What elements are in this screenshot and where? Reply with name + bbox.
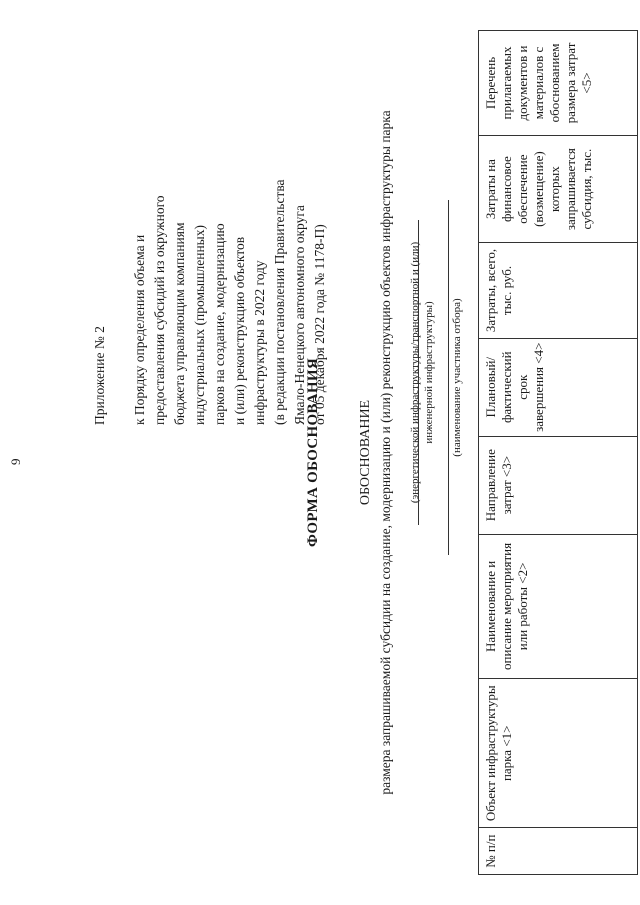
- document-heading: ОБОСНОВАНИЕ: [358, 399, 373, 506]
- appendix-line: (в редакции постановления Правительства: [272, 179, 287, 425]
- appendix-title: Приложение № 2: [92, 326, 107, 425]
- participant-name-line: [448, 200, 449, 555]
- appendix-line: бюджета управляющим компаниям: [172, 222, 187, 425]
- appendix-line: от 05 декабря 2022 года № 1178-П): [312, 224, 327, 425]
- table-header-row: [479, 31, 638, 875]
- appendix-line: парков на создание, модернизацию: [212, 223, 227, 425]
- document-purpose: размера запрашиваемой субсидии на создание, модернизацию и (или) реконструкцию объектов инфраструктуры парка: [378, 110, 393, 795]
- appendix-block: [90, 179, 330, 425]
- participant-name-caption: (наименование участника отбора): [451, 298, 463, 457]
- appendix-line: Ямало-Ненецкого автономного округа: [292, 205, 307, 425]
- costs-table: [478, 30, 638, 875]
- infrastructure-type-caption: (энергетической инфраструктуры/транспортной и (или) инженерной инфраструктуры): [409, 241, 435, 504]
- appendix-line: инфраструктуры в 2022 году: [252, 260, 267, 425]
- column-header-completion-date: Плановый/ фактический срок завершения <4>: [479, 338, 638, 436]
- column-header-object: Объект инфраструктуры парка <1>: [479, 679, 638, 828]
- column-header-number: № п/п: [479, 828, 638, 875]
- column-header-documents: Перечень прилагаемых документов и материалов с обоснованием размера затрат <5>: [479, 31, 638, 136]
- column-header-subsidy-costs: Затраты на финансовое обеспечение (возмещение) которых запрашивается субсидия, тыс.: [479, 135, 638, 242]
- column-header-description: Наименование и описание мероприятия или работы <2>: [479, 534, 638, 679]
- appendix-line: и (или) реконструкцию объектов: [232, 236, 247, 425]
- appendix-line: к Порядку определения объема и: [132, 234, 147, 425]
- column-header-total-costs: Затраты, всего, тыс. руб.: [479, 243, 638, 339]
- column-header-cost-direction: Направление затрат <3>: [479, 436, 638, 534]
- appendix-line: индустриальных (промышленных): [192, 225, 207, 425]
- appendix-line: предоставления субсидий из окружного: [152, 195, 167, 425]
- page-number: 9: [8, 458, 23, 465]
- form-title: ФОРМА ОБОСНОВАНИЯ: [305, 358, 321, 548]
- infrastructure-type-line: [418, 220, 419, 525]
